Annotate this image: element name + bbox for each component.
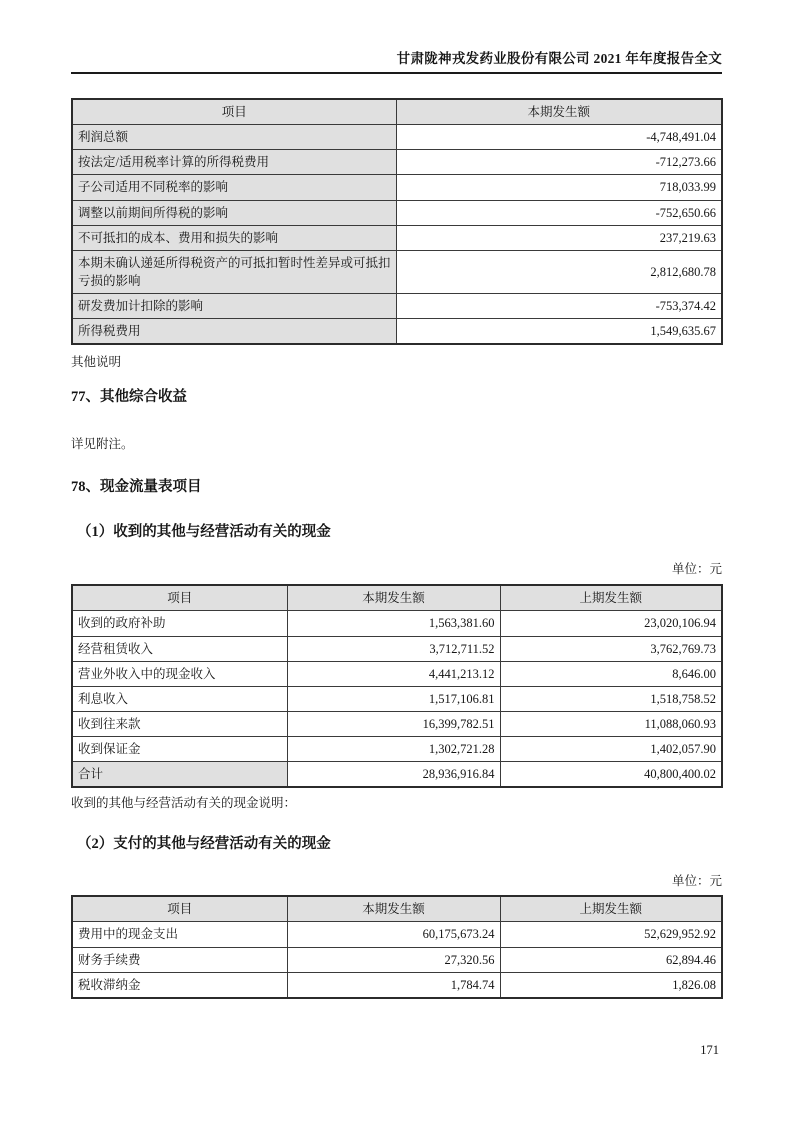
column-header-item: 项目 xyxy=(72,99,396,125)
row-value: 237,219.63 xyxy=(396,225,722,250)
row-prior-value: 11,088,060.93 xyxy=(500,711,722,736)
row-value: 1,549,635.67 xyxy=(396,319,722,345)
row-prior-value: 23,020,106.94 xyxy=(500,611,722,636)
table-row xyxy=(72,972,722,998)
total-row-label: 合计 xyxy=(72,762,287,788)
received-cash-note: 收到的其他与经营活动有关的现金说明： xyxy=(71,796,297,811)
table-row xyxy=(72,686,722,711)
income-tax-reconciliation-table xyxy=(71,98,723,345)
row-label: 税收滞纳金 xyxy=(72,972,287,998)
table-row xyxy=(72,661,722,686)
row-label: 经营租赁收入 xyxy=(72,636,287,661)
table-row xyxy=(72,611,722,636)
total-prior-value: 40,800,400.02 xyxy=(500,762,722,788)
row-current-value: 1,784.74 xyxy=(287,972,500,998)
table-row xyxy=(72,200,722,225)
row-current-value: 4,441,213.12 xyxy=(287,661,500,686)
subsection-2-heading: （2）支付的其他与经营活动有关的现金 xyxy=(77,836,331,853)
table-row xyxy=(72,125,722,150)
row-prior-value: 62,894.46 xyxy=(500,947,722,972)
row-current-value: 3,712,711.52 xyxy=(287,636,500,661)
row-label: 利润总额 xyxy=(72,125,396,150)
row-label: 营业外收入中的现金收入 xyxy=(72,661,287,686)
table-row xyxy=(72,319,722,345)
table-total-row xyxy=(72,762,722,788)
table-header-row xyxy=(72,99,722,125)
row-label: 研发费加计扣除的影响 xyxy=(72,294,396,319)
table-header-row xyxy=(72,585,722,611)
row-current-value: 1,302,721.28 xyxy=(287,737,500,762)
paid-cash-table xyxy=(71,895,723,999)
table-row xyxy=(72,175,722,200)
column-header-current-amount: 本期发生额 xyxy=(287,585,500,611)
row-label: 收到往来款 xyxy=(72,711,287,736)
row-current-value: 1,563,381.60 xyxy=(287,611,500,636)
unit-label: 单位：元 xyxy=(671,562,722,577)
table-row xyxy=(72,737,722,762)
row-value: 718,033.99 xyxy=(396,175,722,200)
row-label: 费用中的现金支出 xyxy=(72,922,287,947)
row-value: -712,273.66 xyxy=(396,150,722,175)
row-label: 按法定/适用税率计算的所得税费用 xyxy=(72,150,396,175)
page-number: 171 xyxy=(700,1043,719,1057)
row-label: 子公司适用不同税率的影响 xyxy=(72,175,396,200)
section-77-heading: 77、其他综合收益 xyxy=(71,389,187,406)
column-header-current-amount: 本期发生额 xyxy=(396,99,722,125)
row-label: 利息收入 xyxy=(72,686,287,711)
table-row xyxy=(72,922,722,947)
row-value: 2,812,680.78 xyxy=(396,250,722,293)
row-value: -753,374.42 xyxy=(396,294,722,319)
row-label: 收到的政府补助 xyxy=(72,611,287,636)
other-notes-label: 其他说明 xyxy=(71,355,122,370)
row-label: 所得税费用 xyxy=(72,319,396,345)
row-value: -752,650.66 xyxy=(396,200,722,225)
row-prior-value: 1,402,057.90 xyxy=(500,737,722,762)
received-cash-table xyxy=(71,584,723,788)
row-label: 调整以前期间所得税的影响 xyxy=(72,200,396,225)
column-header-item: 项目 xyxy=(72,585,287,611)
row-prior-value: 1,518,758.52 xyxy=(500,686,722,711)
row-prior-value: 1,826.08 xyxy=(500,972,722,998)
subsection-1-heading: （1）收到的其他与经营活动有关的现金 xyxy=(77,524,331,541)
row-prior-value: 3,762,769.73 xyxy=(500,636,722,661)
table-row xyxy=(72,294,722,319)
table-row xyxy=(72,636,722,661)
unit-label: 单位：元 xyxy=(671,874,722,889)
section-78-heading: 78、现金流量表项目 xyxy=(71,479,202,496)
row-value: -4,748,491.04 xyxy=(396,125,722,150)
total-current-value: 28,936,916.84 xyxy=(287,762,500,788)
row-current-value: 1,517,106.81 xyxy=(287,686,500,711)
row-label: 收到保证金 xyxy=(72,737,287,762)
table-row xyxy=(72,947,722,972)
row-label: 财务手续费 xyxy=(72,947,287,972)
section-77-note: 详见附注。 xyxy=(71,437,134,452)
report-header-title: 甘肃陇神戎发药业股份有限公司 2021 年年度报告全文 xyxy=(71,0,722,74)
table-header-row xyxy=(72,896,722,922)
table-row xyxy=(72,150,722,175)
row-prior-value: 8,646.00 xyxy=(500,661,722,686)
column-header-current-amount: 本期发生额 xyxy=(287,896,500,922)
table-row xyxy=(72,250,722,293)
row-current-value: 16,399,782.51 xyxy=(287,711,500,736)
row-prior-value: 52,629,952.92 xyxy=(500,922,722,947)
table-row xyxy=(72,225,722,250)
table-row xyxy=(72,711,722,736)
row-label: 本期未确认递延所得税资产的可抵扣暂时性差异或可抵扣亏损的影响 xyxy=(72,250,396,293)
column-header-item: 项目 xyxy=(72,896,287,922)
row-current-value: 60,175,673.24 xyxy=(287,922,500,947)
column-header-prior-amount: 上期发生额 xyxy=(500,585,722,611)
row-label: 不可抵扣的成本、费用和损失的影响 xyxy=(72,225,396,250)
row-current-value: 27,320.56 xyxy=(287,947,500,972)
column-header-prior-amount: 上期发生额 xyxy=(500,896,722,922)
